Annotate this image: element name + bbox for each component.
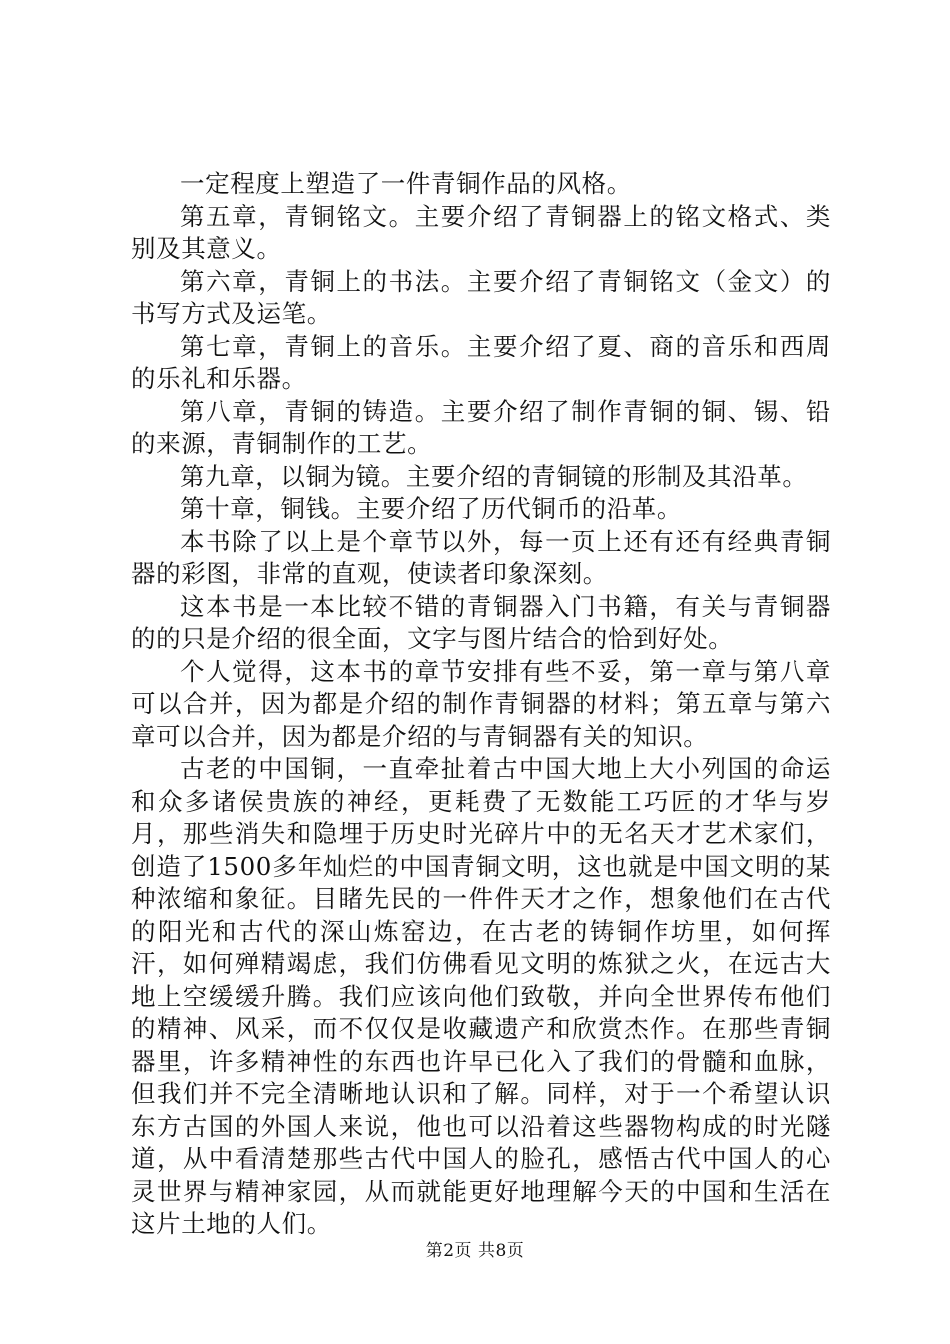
paragraph-illustrations: 本书除了以上是个章节以外，每一页上还有还有经典青铜器的彩图，非常的直观，使读者印象深刻。: [131, 526, 831, 588]
paragraph-opinion: 个人觉得，这本书的章节安排有些不妥，第一章与第八章可以合并，因为都是介绍的制作青铜器的材料；第五章与第六章可以合并，因为都是介绍的与青铜器有关的知识。: [131, 656, 831, 751]
paragraph-evaluation: 这本书是一本比较不错的青铜器入门书籍，有关与青铜器的的只是介绍的很全面，文字与图片结合的恰到好处。: [131, 591, 831, 653]
paragraph-essay: 古老的中国铜，一直牵扯着古中国大地上大小列国的命运和众多诸侯贵族的神经，更耗费了无数能工巧匠的才华与岁月，那些消失和隐埋于历史时光碎片中的无名天才艺术家们，创造了1500多年灿烂的中国青铜文明，这也就是中国文明的某种浓缩和象征。目睹先民的一件件天才之作，想象他们在古代的阳光和古代的深山炼窑边，在古老的铸铜作坊里，如何挥汗，如何殚精竭虑，我们仿佛看见文明的炼狱之火，在远古大地上空缓缓升腾。我们应该向他们致敬，并向全世界传布他们的精神、风采，而不仅仅是收藏遗产和欣赏杰作。在那些青铜器里，许多精神性的东西也许早已化入了我们的骨髓和血脉，但我们并不完全清晰地认识和了解。同样，对于一个希望认识东方古国的外国人来说，他也可以沿着这些器物构成的时光隧道，从中看清楚那些古代中国人的脸孔，感悟古代中国人的心灵世界与精神家园，从而就能更好地理解今天的中国和生活在这片土地的人们。: [131, 754, 831, 1238]
paragraph-chapter-7: 第七章，青铜上的音乐。主要介绍了夏、商的音乐和西周的乐礼和乐器。: [131, 331, 831, 393]
paragraph-chapter-5: 第五章，青铜铭文。主要介绍了青铜器上的铭文格式、类别及其意义。: [131, 201, 831, 263]
paragraph-continuation: 一定程度上塑造了一件青铜作品的风格。: [180, 169, 632, 198]
page-number-footer: 第2页 共8页: [425, 1241, 525, 1261]
paragraph-chapter-8: 第八章，青铜的铸造。主要介绍了制作青铜的铜、锡、铅的来源，青铜制作的工艺。: [131, 396, 831, 458]
paragraph-chapter-9: 第九章，以铜为镜。主要介绍的青铜镜的形制及其沿革。: [180, 461, 808, 491]
paragraph-chapter-6: 第六章，青铜上的书法。主要介绍了青铜铭文（金文）的书写方式及运笔。: [131, 266, 831, 328]
document-body: [131, 168, 831, 1241]
paragraph-chapter-10: 第十章，铜钱。主要介绍了历代铜币的沿革。: [180, 494, 682, 523]
